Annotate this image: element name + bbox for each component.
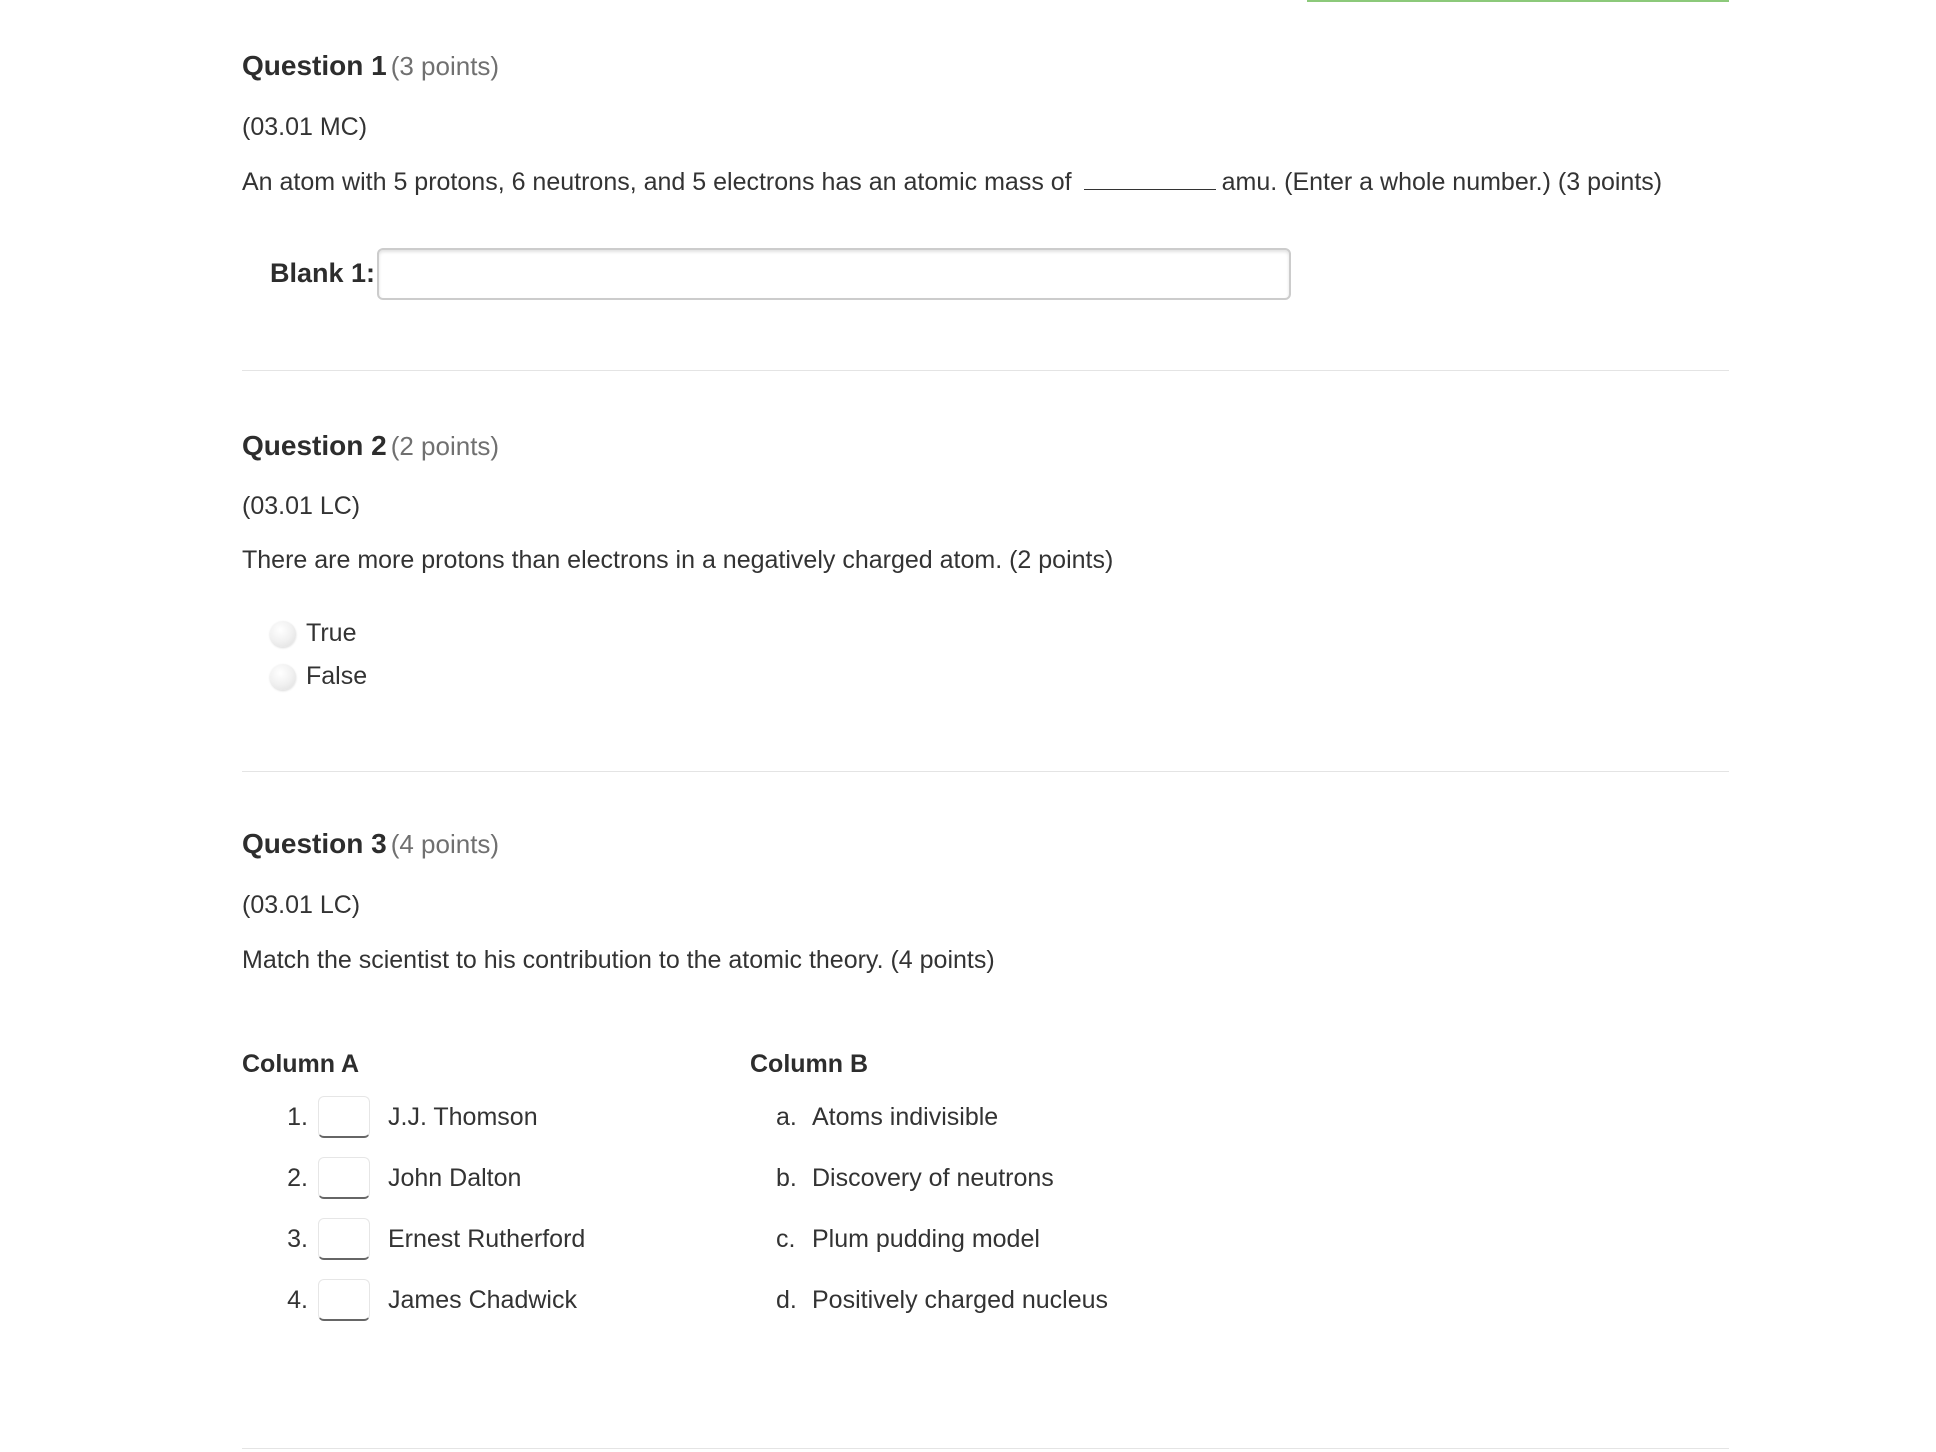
question-code: (03.01 LC) — [242, 891, 361, 919]
match-answer-input[interactable] — [318, 1096, 370, 1138]
column-b-item — [776, 1095, 998, 1139]
question-divider — [242, 771, 1729, 772]
radio-button-true[interactable] — [270, 621, 296, 647]
question-text: Match the scientist to his contribution to the atomic theory. (4 points) — [242, 946, 995, 974]
item-number: 4. — [287, 1285, 308, 1314]
question-number: Question 3 — [242, 828, 387, 859]
match-answer-input[interactable] — [318, 1157, 370, 1199]
match-answer-input[interactable] — [318, 1218, 370, 1260]
question-points: (4 points) — [390, 829, 500, 859]
blank-1-label: Blank 1: — [270, 258, 376, 288]
question-title — [242, 828, 499, 860]
column-b-item — [776, 1217, 1040, 1261]
column-a-item — [284, 1217, 585, 1261]
column-b-heading: Column B — [750, 1050, 869, 1078]
question-text — [242, 168, 1662, 197]
match-answer-input[interactable] — [318, 1279, 370, 1321]
question-title — [242, 430, 499, 462]
question-points: (2 points) — [390, 431, 500, 461]
item-label: James Chadwick — [388, 1285, 577, 1314]
question-text-before-blank: An atom with 5 protons, 6 neutrons, and 5 electrons has an atomic mass of — [242, 168, 1072, 196]
question-points: (3 points) — [390, 51, 500, 81]
question-title — [242, 50, 499, 82]
column-a-item — [284, 1156, 521, 1200]
question-number: Question 2 — [242, 430, 387, 461]
item-label: Atoms indivisible — [812, 1102, 999, 1131]
radio-button-false[interactable] — [270, 664, 296, 690]
question-text: There are more protons than electrons in a negatively charged atom. (2 points) — [242, 546, 1114, 574]
item-letter: b. — [776, 1163, 797, 1192]
inline-blank-line — [1084, 169, 1216, 190]
item-label: Positively charged nucleus — [812, 1285, 1108, 1314]
item-label: Ernest Rutherford — [388, 1224, 586, 1253]
question-code: (03.01 LC) — [242, 492, 361, 520]
column-b-item — [776, 1278, 1108, 1322]
question-divider — [242, 1448, 1729, 1449]
item-number: 3. — [287, 1224, 308, 1253]
column-a-heading: Column A — [242, 1050, 360, 1078]
item-number: 2. — [287, 1163, 308, 1192]
question-number: Question 1 — [242, 50, 387, 81]
item-label: Plum pudding model — [812, 1224, 1040, 1253]
option-label[interactable]: True — [306, 619, 357, 647]
item-label: John Dalton — [388, 1163, 522, 1192]
option-label[interactable]: False — [306, 662, 368, 690]
item-letter: d. — [776, 1285, 797, 1314]
top-accent-bar — [1307, 0, 1729, 2]
option-false[interactable] — [270, 662, 367, 691]
blank-1-input[interactable] — [377, 248, 1291, 300]
item-number: 1. — [287, 1102, 308, 1131]
item-label: J.J. Thomson — [388, 1102, 538, 1131]
item-label: Discovery of neutrons — [812, 1163, 1054, 1192]
column-a-item — [284, 1278, 577, 1322]
item-letter: c. — [776, 1224, 796, 1253]
question-text-after-blank: amu. (Enter a whole number.) (3 points) — [1221, 168, 1663, 196]
item-letter: a. — [776, 1102, 797, 1131]
column-a-item — [284, 1095, 538, 1139]
option-true[interactable] — [270, 619, 356, 648]
column-b-item — [776, 1156, 1054, 1200]
question-divider — [242, 370, 1729, 371]
question-code: (03.01 MC) — [242, 113, 368, 141]
